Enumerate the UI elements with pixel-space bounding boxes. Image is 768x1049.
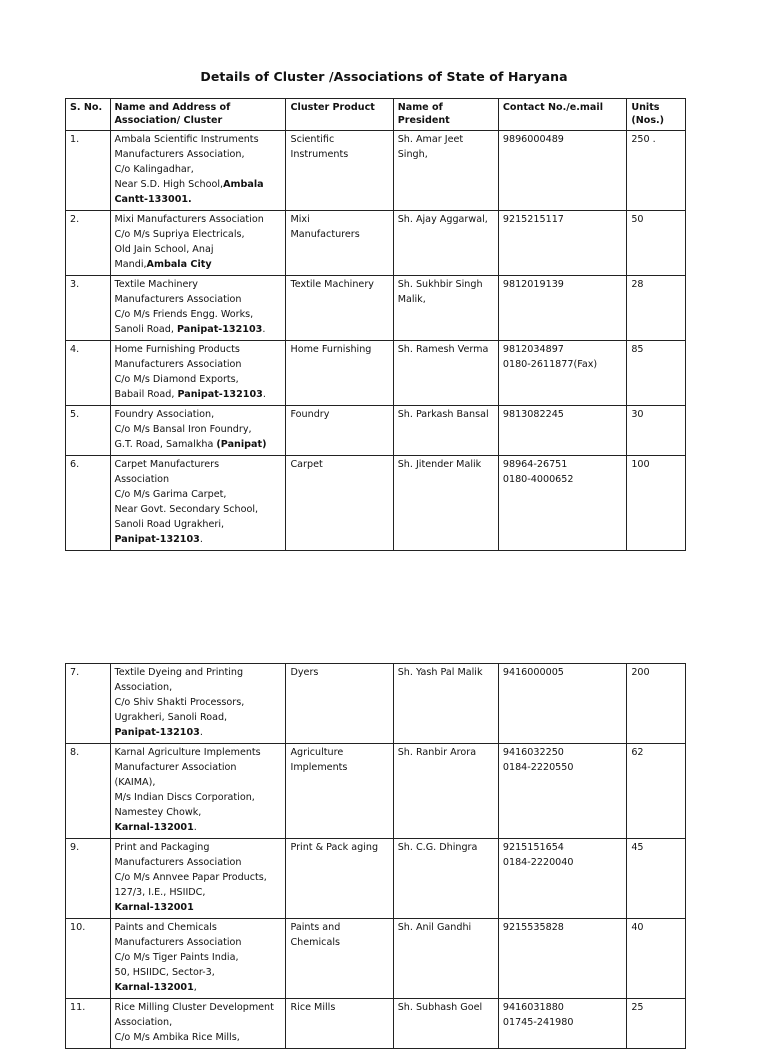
- address-city-bold: Panipat-132103: [114, 534, 200, 545]
- address-city-bold: Ambala Cantt-133001.: [114, 179, 264, 205]
- cell-units: 25: [627, 999, 686, 1049]
- cell-sno: 1.: [66, 131, 111, 211]
- cell-sno: 7.: [66, 664, 111, 744]
- table-row: [66, 744, 686, 839]
- address-city-bold: Karnal-132001: [114, 982, 194, 993]
- header-units: Units (Nos.): [627, 99, 686, 131]
- cell-contact: 9813082245: [498, 406, 626, 456]
- cell-cluster-product: Carpet: [286, 456, 393, 551]
- cell-contact: 9215215117: [498, 211, 626, 276]
- cell-president: Sh. Anil Gandhi: [393, 919, 498, 999]
- address-city-bold: Panipat-132103: [176, 324, 263, 335]
- cell-president: Sh. Ranbir Arora: [393, 744, 498, 839]
- cell-sno: 3.: [66, 276, 111, 341]
- cell-name-address: [110, 341, 286, 406]
- cell-units: 62: [627, 744, 686, 839]
- table-body-1: [66, 131, 686, 551]
- cell-units: 40: [627, 919, 686, 999]
- address-tail: ,: [193, 982, 197, 993]
- cell-name-address: [110, 276, 286, 341]
- header-president: Name of President: [393, 99, 498, 131]
- cell-sno: 10.: [66, 919, 111, 999]
- cell-contact: 98964-26751 0180-4000652: [498, 456, 626, 551]
- address-text: Textile Dyeing and Printing Association, C/o Shiv Shakti Processors, Ugrakheri, Sanoli Road,: [114, 667, 245, 723]
- cell-units: 50: [627, 211, 686, 276]
- cell-sno: 4.: [66, 341, 111, 406]
- cell-contact: 9812034897 0180-2611877(Fax): [498, 341, 626, 406]
- table-row: [66, 919, 686, 999]
- header-sno: S. No.: [66, 99, 111, 131]
- address-text: Mixi Manufacturers Association C/o M/s Supriya Electricals, Old Jain School, Anaj Mandi,: [114, 214, 264, 270]
- cell-president: Sh. Subhash Goel: [393, 999, 498, 1049]
- cell-sno: 11.: [66, 999, 111, 1049]
- cell-name-address: [110, 744, 286, 839]
- cluster-table-part-1: [65, 98, 686, 551]
- cell-contact: 9416000005: [498, 664, 626, 744]
- cell-cluster-product: Textile Machinery: [286, 276, 393, 341]
- cell-contact: 9215535828: [498, 919, 626, 999]
- cell-contact: 9416032250 0184-2220550: [498, 744, 626, 839]
- table-row: [66, 131, 686, 211]
- cluster-table-part-2: [65, 663, 686, 1049]
- table-header-row: [66, 99, 686, 131]
- address-city-bold: Panipat-132103: [177, 389, 263, 400]
- address-text: Carpet Manufacturers Association C/o M/s Garima Carpet, Near Govt. Secondary School, Sanoli Road Ugrakheri,: [114, 459, 259, 530]
- cell-units: 28: [627, 276, 686, 341]
- cell-president: Sh. C.G. Dhingra: [393, 839, 498, 919]
- address-tail: .: [199, 534, 203, 545]
- cell-contact: 9812019139: [498, 276, 626, 341]
- cell-name-address: [110, 211, 286, 276]
- cell-units: 200: [627, 664, 686, 744]
- table-row: [66, 341, 686, 406]
- address-tail: .: [199, 727, 203, 738]
- cell-name-address: [110, 131, 286, 211]
- cell-contact: 9215151654 0184-2220040: [498, 839, 626, 919]
- address-tail: .: [193, 822, 197, 833]
- cell-cluster-product: Rice Mills: [286, 999, 393, 1049]
- header-contact: Contact No./e.mail: [498, 99, 626, 131]
- cell-units: 45: [627, 839, 686, 919]
- table-row: [66, 664, 686, 744]
- cell-sno: 9.: [66, 839, 111, 919]
- cell-cluster-product: Home Furnishing: [286, 341, 393, 406]
- address-text: Ambala Scientific Instruments Manufacturers Association, C/o Kalingadhar, Near S.D. High School,: [114, 134, 259, 190]
- cell-sno: 5.: [66, 406, 111, 456]
- cell-name-address: [110, 456, 286, 551]
- cell-president: Sh. Amar Jeet Singh,: [393, 131, 498, 211]
- cell-sno: 8.: [66, 744, 111, 839]
- address-tail: .: [262, 389, 266, 400]
- cell-name-address: [110, 919, 286, 999]
- address-city-bold: Ambala City: [146, 259, 212, 270]
- cell-cluster-product: Paints and Chemicals: [286, 919, 393, 999]
- address-city-bold: Karnal-132001: [114, 902, 194, 913]
- address-text: Rice Milling Cluster Development Association, C/o M/s Ambika Rice Mills,: [114, 1002, 274, 1043]
- address-text: Home Furnishing Products Manufacturers Association C/o M/s Diamond Exports, Babail Road,: [114, 344, 242, 400]
- page-title: Details of Cluster /Associations of State of Haryana: [200, 69, 568, 84]
- cell-cluster-product: Mixi Manufacturers: [286, 211, 393, 276]
- address-city-bold: Panipat-132103: [114, 727, 200, 738]
- address-text: Karnal Agriculture Implements Manufacturer Association (KAIMA), M/s Indian Discs Corporation, Namestey Chowk,: [114, 747, 261, 818]
- address-text: Paints and Chemicals Manufacturers Association C/o M/s Tiger Paints India, 50, HSIIDC, Sector-3,: [114, 922, 242, 978]
- address-city-bold: Karnal-132001: [114, 822, 194, 833]
- cell-president: Sh. Jitender Malik: [393, 456, 498, 551]
- table-row: [66, 406, 686, 456]
- cell-contact: 9896000489: [498, 131, 626, 211]
- cell-sno: 2.: [66, 211, 111, 276]
- address-text: Textile Machinery Manufacturers Association C/o M/s Friends Engg. Works, Sanoli Road,: [114, 279, 254, 335]
- table-row: [66, 276, 686, 341]
- cell-president: Sh. Parkash Bansal: [393, 406, 498, 456]
- cell-contact: 9416031880 01745-241980: [498, 999, 626, 1049]
- table-row: [66, 456, 686, 551]
- cell-units: 85: [627, 341, 686, 406]
- cell-name-address: [110, 406, 286, 456]
- table-body-2: [66, 664, 686, 1049]
- cell-cluster-product: Dyers: [286, 664, 393, 744]
- cell-cluster-product: Agriculture Implements: [286, 744, 393, 839]
- cell-sno: 6.: [66, 456, 111, 551]
- table-row: [66, 839, 686, 919]
- cell-president: Sh. Yash Pal Malik: [393, 664, 498, 744]
- cell-cluster-product: Print & Pack aging: [286, 839, 393, 919]
- address-text: Print and Packaging Manufacturers Association C/o M/s Annvee Papar Products, 127/3, I.E., HSIIDC,: [114, 842, 267, 898]
- cell-units: 30: [627, 406, 686, 456]
- header-name-address: Name and Address of Association/ Cluster: [110, 99, 286, 131]
- cell-cluster-product: Foundry: [286, 406, 393, 456]
- cell-name-address: [110, 664, 286, 744]
- cell-president: Sh. Sukhbir Singh Malik,: [393, 276, 498, 341]
- cell-president: Sh. Ramesh Verma: [393, 341, 498, 406]
- cell-president: Sh. Ajay Aggarwal,: [393, 211, 498, 276]
- cell-name-address: [110, 839, 286, 919]
- header-cluster-product: Cluster Product: [286, 99, 393, 131]
- cell-cluster-product: Scientific Instruments: [286, 131, 393, 211]
- address-text: Foundry Association, C/o M/s Bansal Iron Foundry, G.T. Road, Samalkha: [114, 409, 252, 450]
- cell-units: 100: [627, 456, 686, 551]
- address-city-bold: (Panipat): [216, 439, 267, 450]
- address-tail: .: [262, 324, 266, 335]
- cell-units: 250 .: [627, 131, 686, 211]
- table-row: [66, 211, 686, 276]
